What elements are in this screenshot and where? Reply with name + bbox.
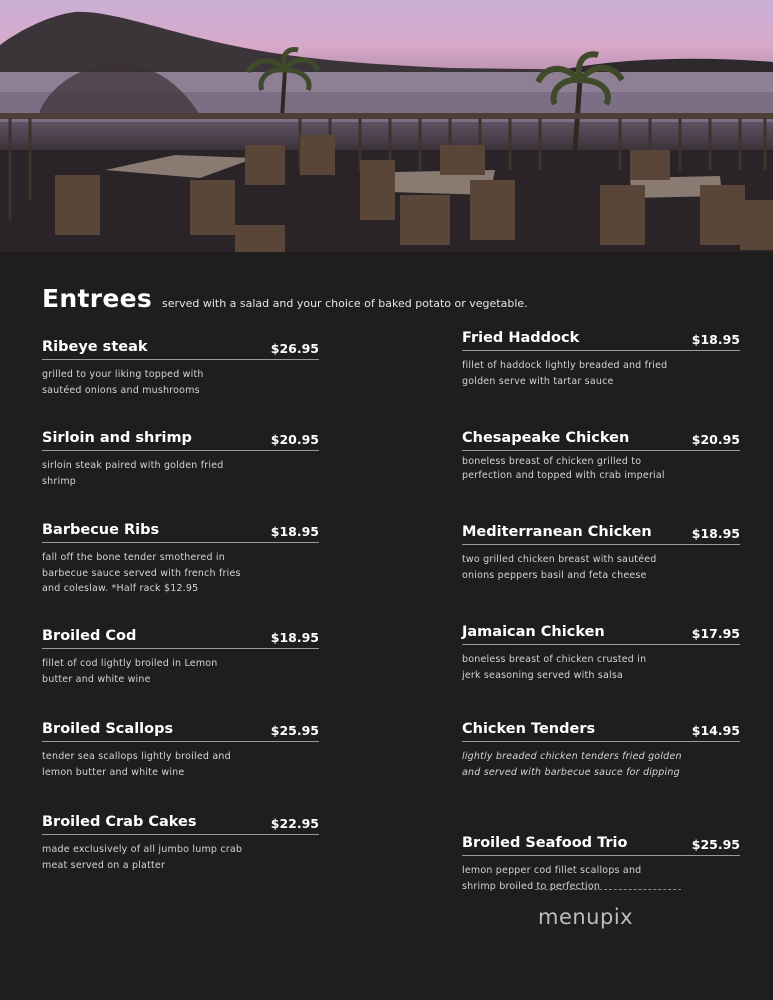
menu-item-name: Broiled Crab Cakes — [42, 814, 197, 830]
section-title: Entrees — [42, 284, 153, 313]
menu-item-header — [42, 622, 319, 649]
menu-item-description: two grilled chicken breast with sautéed onions peppers basil and feta cheese — [462, 554, 657, 581]
menu-item-name: Broiled Cod — [42, 628, 137, 644]
menu-item-header — [462, 829, 740, 856]
menu-item-name: Chesapeake Chicken — [462, 430, 630, 446]
menu-item-price: $18.95 — [691, 332, 740, 347]
menu-item-header — [462, 715, 740, 742]
menu-item-price: $14.95 — [691, 723, 740, 738]
menu-item-price: $17.95 — [691, 626, 740, 641]
watermark-divider — [535, 889, 681, 890]
menu-item — [462, 618, 740, 683]
menu-item-price: $20.95 — [270, 432, 319, 447]
menu-item-name: Mediterranean Chicken — [462, 524, 652, 540]
section-heading — [42, 284, 528, 313]
menu-item-header — [42, 333, 319, 360]
menu-item-header — [42, 808, 319, 835]
menu-item — [462, 829, 740, 894]
menu-item-price: $20.95 — [691, 432, 740, 447]
section-subtitle: served with a salad and your choice of baked potato or vegetable. — [162, 297, 528, 310]
menu-item-name: Broiled Seafood Trio — [462, 835, 628, 851]
menu-item — [462, 324, 740, 389]
menu-item-description: boneless breast of chicken crusted in jerk seasoning served with salsa — [462, 654, 647, 681]
menu-item-price: $25.95 — [270, 723, 319, 738]
menu-item-name: Broiled Scallops — [42, 721, 174, 737]
menu-item — [42, 715, 319, 780]
menu-item-description: grilled to your liking topped with sautéed onions and mushrooms — [42, 369, 204, 396]
menu-item-description: sirloin steak paired with golden fried shrimp — [42, 460, 224, 487]
menu-item-description: fillet of cod lightly broiled in Lemon butter and white wine — [42, 658, 218, 685]
menu-item — [42, 808, 319, 873]
menu-item-price: $18.95 — [270, 630, 319, 645]
menu-item-header — [42, 516, 319, 543]
menu-item-name: Sirloin and shrimp — [42, 430, 192, 446]
menu-item-header — [42, 715, 319, 742]
menu-item — [42, 622, 319, 687]
menu-item-header — [462, 324, 740, 351]
menu-item-name: Jamaican Chicken — [462, 624, 605, 640]
menu-item-price: $26.95 — [270, 341, 319, 356]
menu-item-description: boneless breast of chicken grilled to perfection and topped with crab imperial — [462, 456, 665, 481]
deck-lake-illustration — [0, 0, 773, 252]
menu-item — [42, 424, 319, 489]
menu-item-price: $18.95 — [691, 526, 740, 541]
hero-photo — [0, 0, 773, 252]
menu-item-name: Ribeye steak — [42, 339, 148, 355]
menu-item-description: made exclusively of all jumbo lump crab meat served on a platter — [42, 844, 243, 871]
menu-item-description: tender sea scallops lightly broiled and lemon butter and white wine — [42, 751, 231, 778]
menu-item-price: $22.95 — [270, 816, 319, 831]
menu-item — [462, 424, 740, 483]
menu-item — [42, 516, 319, 597]
menu-item-description: lemon pepper cod fillet scallops and shrimp broiled to perfection — [462, 865, 642, 892]
menu-item-description: fall off the bone tender smothered in barbecue sauce served with french fries and coleslaw. *Half rack $12.95 — [42, 552, 241, 594]
menu-item-name: Fried Haddock — [462, 330, 580, 346]
menu-item-name: Barbecue Ribs — [42, 522, 160, 538]
menu-item-header — [462, 618, 740, 645]
menu-item — [42, 333, 319, 398]
menu-item-description: fillet of haddock lightly breaded and fried golden serve with tartar sauce — [462, 360, 668, 387]
menu-item-name: Chicken Tenders — [462, 721, 596, 737]
menu-item — [462, 518, 740, 583]
menu-item-header — [462, 518, 740, 545]
menu-item-description: lightly breaded chicken tenders fried golden and served with barbecue sauce for dipping — [462, 751, 682, 778]
menu-item-price: $25.95 — [691, 837, 740, 852]
menu-item — [462, 715, 740, 780]
menu-item-header — [462, 424, 740, 451]
menu-item-price: $18.95 — [270, 524, 319, 539]
watermark-logo: menupix — [538, 905, 634, 929]
menu-item-header — [42, 424, 319, 451]
